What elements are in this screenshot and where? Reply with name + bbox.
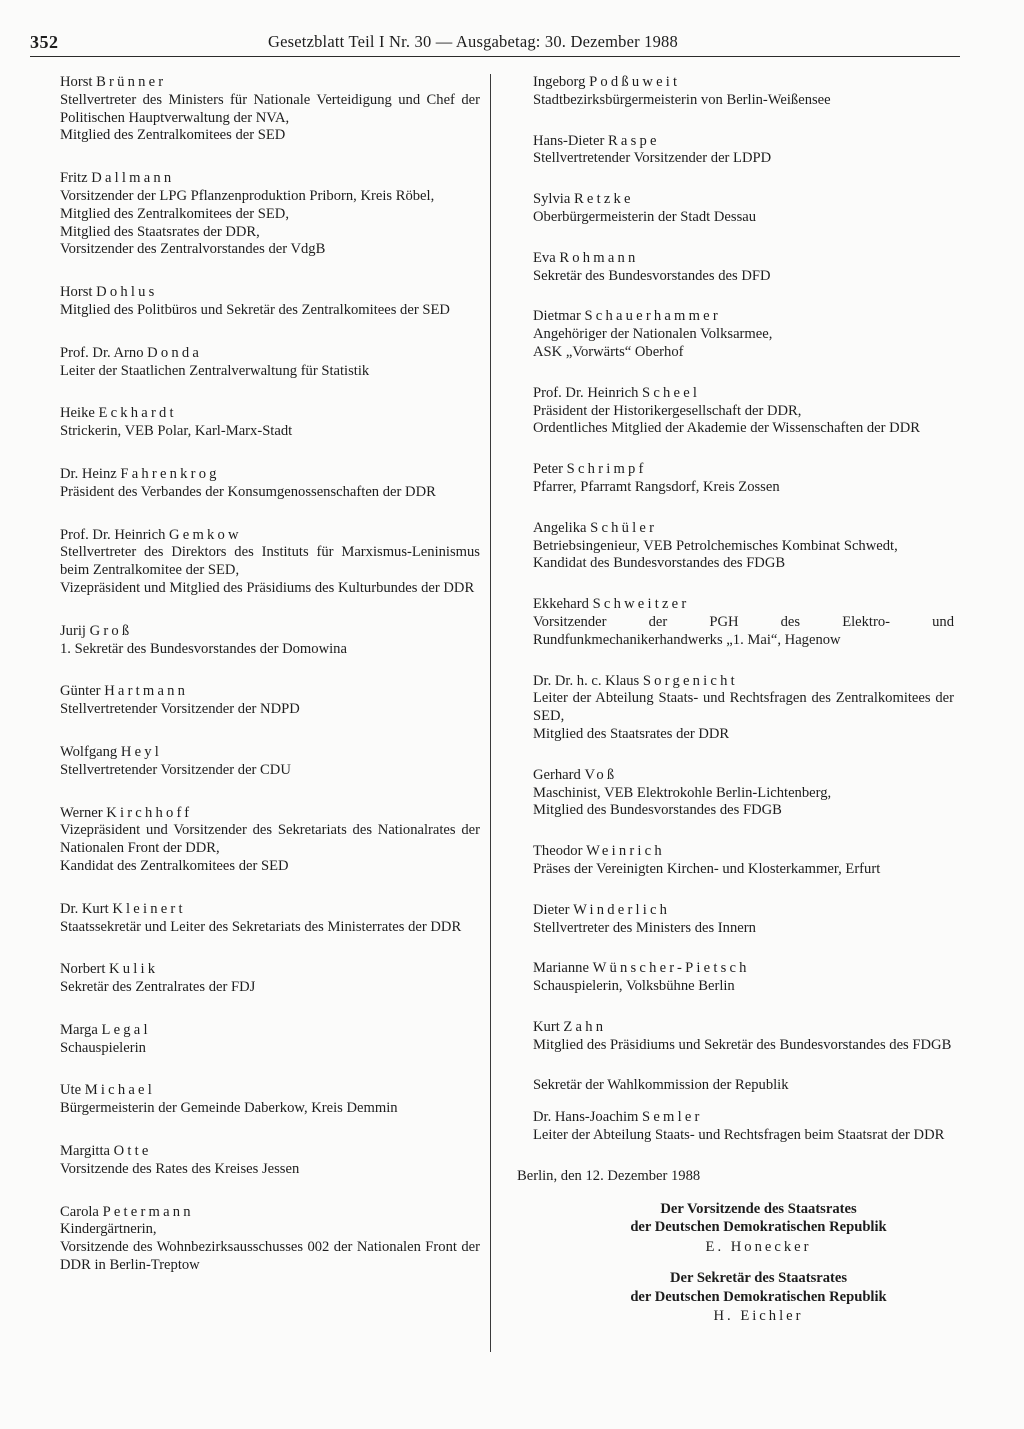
person-name — [60, 170, 480, 188]
name-prefix: Gerhard — [533, 766, 581, 783]
surname: Sorgenicht — [642, 672, 738, 689]
person-role: Stellvertretender Vorsitzender der NDPD — [60, 701, 300, 718]
person-name — [60, 345, 480, 363]
member-entry — [533, 308, 954, 361]
person-role: Präsident der Historikergesellschaft der DDR, — [533, 402, 802, 419]
surname: Michael — [84, 1082, 155, 1099]
signature-title: der Deutschen Demokratischen Republik — [630, 1288, 887, 1305]
person-role: Mitglied des Zentralkomitees der SED — [60, 127, 286, 144]
person-name — [60, 1022, 480, 1040]
person-role: Leiter der Staatlichen Zentralverwaltung für Statistik — [60, 362, 370, 379]
signatory-name: E. Honecker — [705, 1238, 812, 1255]
person-name — [533, 673, 954, 691]
surname: Podßuweit — [589, 74, 681, 90]
column-divider — [490, 74, 491, 1352]
right-column-entries — [533, 74, 954, 1054]
person-role: Mitglied des Präsidiums und Sekretär des Bundesvorstandes des FDGB — [533, 1036, 952, 1053]
surname: Kirchhoff — [106, 804, 193, 821]
surname: Schüler — [590, 519, 658, 536]
person-name — [533, 74, 954, 92]
member-entry — [533, 74, 954, 110]
surname: Dallmann — [91, 170, 175, 187]
name-prefix: Marga — [60, 1021, 98, 1038]
person-role: Pfarrer, Pfarramt Rangsdorf, Kreis Zossen — [533, 478, 780, 495]
member-entry — [60, 1022, 480, 1058]
person-name — [60, 1082, 480, 1100]
name-prefix: Angelika — [533, 519, 587, 536]
person-name — [533, 767, 954, 785]
member-entry — [60, 527, 480, 598]
member-entry — [60, 466, 480, 502]
person-name — [60, 405, 480, 423]
surname: Schauerhammer — [584, 308, 721, 325]
person-role: Kandidat des Zentralkomitees der SED — [60, 857, 289, 874]
person-role: Oberbürgermeisterin der Stadt Dessau — [533, 208, 757, 225]
member-entry — [533, 385, 954, 438]
person-name — [533, 385, 954, 403]
page-header — [30, 30, 960, 57]
name-prefix: Prof. Dr. Heinrich — [533, 384, 639, 401]
person-role: Ordentliches Mitglied der Akademie der Wissenschaften der DDR — [533, 420, 920, 437]
surname: Fahrenkrog — [120, 465, 220, 482]
name-prefix: Horst — [60, 74, 93, 90]
person-role: Vorsitzender der LPG Pflanzenproduktion Priborn, Kreis Röbel, — [60, 187, 435, 204]
person-role: Stellvertreter des Direktors des Instituts für Marxismus-Leninismus beim Zentralkomitee der SED, — [60, 544, 480, 579]
person-role: Mitglied des Bundesvorstandes des FDGB — [533, 802, 782, 819]
person-name — [533, 960, 954, 978]
surname: Schweitzer — [592, 596, 690, 613]
surname: Voß — [584, 766, 618, 783]
person-name — [60, 623, 480, 641]
person-name — [533, 308, 954, 326]
person-role: Mitglied des Staatsrates der DDR — [533, 725, 730, 742]
surname: Winderlich — [573, 901, 671, 918]
person-name — [60, 744, 480, 762]
name-prefix: Dr. Dr. h. c. Klaus — [533, 672, 640, 689]
member-entry — [60, 74, 480, 145]
surname: Otte — [113, 1143, 152, 1160]
name-prefix: Dr. Kurt — [60, 900, 109, 917]
name-prefix: Dr. Heinz — [60, 465, 117, 482]
name-prefix: Norbert — [60, 961, 106, 978]
person-role: Bürgermeisterin der Gemeinde Daberkow, Kreis Demmin — [60, 1100, 398, 1117]
signature-block — [563, 1269, 954, 1326]
member-entry — [533, 596, 954, 649]
publication-title: Gesetzblatt Teil I Nr. 30 — Ausgabetag: 30. Dezember 1988 — [268, 32, 678, 51]
name-prefix: Marianne — [533, 960, 589, 977]
member-entry — [60, 345, 480, 381]
surname: Groß — [89, 622, 133, 639]
person-role: Vorsitzende des Rates des Kreises Jessen — [60, 1160, 300, 1177]
surname: Semler — [642, 1109, 703, 1126]
member-entry — [533, 673, 954, 744]
person-role: Maschinist, VEB Elektrokohle Berlin-Lichtenberg, — [533, 784, 832, 801]
member-entry — [533, 461, 954, 497]
person-role: Präses der Vereinigten Kirchen- und Klosterkammer, Erfurt — [533, 860, 881, 877]
member-entry — [533, 902, 954, 938]
person-role: Vorsitzender des Zentralvorstandes der VdgB — [60, 241, 326, 258]
member-entry — [533, 133, 954, 169]
member-entry — [60, 805, 480, 876]
surname: Scheel — [642, 384, 701, 401]
name-prefix: Dr. Hans-Joachim — [533, 1109, 639, 1126]
secretary-heading: Sekretär der Wahlkommission der Republik — [533, 1077, 789, 1094]
person-role: Stellvertreter des Ministers des Innern — [533, 919, 756, 936]
surname: Brünner — [96, 74, 167, 90]
name-prefix: Hans-Dieter — [533, 132, 605, 149]
name-prefix: Ingeborg — [533, 74, 586, 90]
member-entry — [533, 843, 954, 879]
surname: Donda — [147, 344, 203, 361]
person-name — [533, 843, 954, 861]
person-role: Leiter der Abteilung Staats- und Rechtsfragen beim Staatsrat der DDR — [533, 1127, 945, 1144]
surname: Gemkow — [169, 526, 242, 543]
name-prefix: Dietmar — [533, 308, 581, 325]
member-entry — [60, 1082, 480, 1118]
person-name — [533, 1019, 954, 1037]
person-name — [60, 961, 480, 979]
page-number: 352 — [30, 32, 59, 52]
person-name — [533, 596, 954, 614]
person-name — [533, 191, 954, 209]
person-name — [60, 805, 480, 823]
name-prefix: Fritz — [60, 170, 88, 187]
person-name — [60, 466, 480, 484]
person-role: Sekretär des Zentralrates der FDJ — [60, 979, 256, 996]
signature-title: der Deutschen Demokratischen Republik — [630, 1219, 887, 1236]
name-prefix: Kurt — [533, 1018, 560, 1035]
secretary-entry — [533, 1109, 954, 1145]
person-role: Stellvertreter des Ministers für Nationale Verteidigung und Chef der Politischen Hauptverwaltung der NVA, — [60, 91, 480, 126]
person-name — [60, 284, 480, 302]
name-prefix: Sylvia — [533, 191, 571, 208]
surname: Legal — [101, 1021, 151, 1038]
member-entry — [60, 284, 480, 320]
name-prefix: Ute — [60, 1082, 82, 1099]
person-role: Vizepräsident und Vorsitzender des Sekretariats des Nationalrates der Nationalen Front der DDR, — [60, 822, 480, 857]
person-name — [533, 520, 954, 538]
person-role: Präsident des Verbandes der Konsumgenossenschaften der DDR — [60, 483, 436, 500]
name-prefix: Wolfgang — [60, 743, 118, 760]
member-entry — [60, 744, 480, 780]
person-name — [60, 901, 480, 919]
signature-title: Der Sekretär des Staatsrates — [669, 1270, 848, 1287]
surname: Kleinert — [112, 900, 186, 917]
surname: Kulik — [109, 961, 159, 978]
surname: Retzke — [573, 191, 634, 208]
member-entry — [60, 683, 480, 719]
name-prefix: Theodor — [533, 843, 583, 860]
member-entry — [60, 1143, 480, 1179]
member-entry — [60, 623, 480, 659]
person-role: Leiter der Abteilung Staats- und Rechtsfragen des Zentralkomitees der SED, — [533, 690, 954, 725]
person-role: Strickerin, VEB Polar, Karl-Marx-Stadt — [60, 423, 293, 440]
member-entry — [60, 405, 480, 441]
name-prefix: Dieter — [533, 901, 570, 918]
name-prefix: Prof. Dr. Heinrich — [60, 526, 166, 543]
name-prefix: Margitta — [60, 1143, 110, 1160]
person-role: Vizepräsident und Mitglied des Präsidiums des Kulturbundes der DDR — [60, 579, 475, 596]
person-role: Kindergärtnerin, — [60, 1221, 157, 1238]
person-role: Stadtbezirksbürgermeisterin von Berlin-Weißensee — [533, 91, 831, 108]
person-name — [60, 1143, 480, 1161]
surname: Schrimpf — [566, 461, 647, 478]
person-role: Schauspielerin, Volksbühne Berlin — [533, 978, 735, 995]
person-role: Mitglied des Zentralkomitees der SED, — [60, 205, 289, 222]
member-entry — [533, 250, 954, 286]
name-prefix: Günter — [60, 683, 101, 700]
member-entry — [60, 961, 480, 997]
surname: Eckhardt — [98, 405, 177, 422]
name-prefix: Carola — [60, 1203, 99, 1220]
member-entry — [533, 1019, 954, 1055]
surname: Wünscher-Pietsch — [592, 960, 750, 977]
name-prefix: Horst — [60, 284, 93, 301]
name-prefix: Heike — [60, 405, 95, 422]
person-role: Mitglied des Politbüros und Sekretär des Zentralkomitees der SED — [60, 301, 450, 318]
person-role: ASK „Vorwärts“ Oberhof — [533, 343, 684, 360]
signature-title: Der Vorsitzende des Staatsrates — [660, 1200, 857, 1217]
person-role: Schauspielerin — [60, 1039, 146, 1056]
member-entry — [60, 1204, 480, 1275]
person-role: Staatssekretär und Leiter des Sekretariats des Ministerrates der DDR — [60, 918, 462, 935]
member-entry — [60, 901, 480, 937]
name-prefix: Jurij — [60, 622, 86, 639]
person-name — [533, 902, 954, 920]
member-entry — [533, 520, 954, 573]
member-entry — [533, 191, 954, 227]
surname: Weinrich — [586, 843, 665, 860]
surname: Raspe — [607, 132, 660, 149]
person-name — [60, 527, 480, 545]
person-role: Stellvertretender Vorsitzender der CDU — [60, 761, 291, 778]
left-column — [60, 74, 480, 1300]
surname: Petermann — [102, 1203, 194, 1220]
person-name — [60, 74, 480, 92]
person-role: Sekretär des Bundesvorstandes des DFD — [533, 267, 771, 284]
right-column — [517, 74, 954, 1326]
person-role: Mitglied des Staatsrates der DDR, — [60, 223, 260, 240]
name-prefix: Eva — [533, 249, 556, 266]
signature-block — [563, 1200, 954, 1257]
surname: Hartmann — [104, 683, 189, 700]
person-role: Angehöriger der Nationalen Volksarmee, — [533, 326, 773, 343]
person-name — [533, 1109, 954, 1127]
person-name — [533, 461, 954, 479]
name-prefix: Werner — [60, 804, 103, 821]
signatory-name: H. Eichler — [713, 1308, 804, 1325]
person-role: Stellvertretender Vorsitzender der LDPD — [533, 150, 772, 167]
person-role: Betriebsingenieur, VEB Petrolchemisches Kombinat Schwedt, — [533, 537, 898, 554]
surname: Rohmann — [559, 249, 639, 266]
place-date: Berlin, den 12. Dezember 1988 — [517, 1167, 701, 1184]
person-name — [60, 683, 480, 701]
surname: Zahn — [563, 1018, 607, 1035]
person-role: Vorsitzende des Wohnbezirksausschusses 002 der Nationalen Front der DDR in Berlin-Treptow — [60, 1239, 480, 1274]
person-name — [533, 250, 954, 268]
member-entry — [533, 960, 954, 996]
person-name — [533, 133, 954, 151]
surname: Heyl — [120, 743, 163, 760]
person-name — [60, 1204, 480, 1222]
person-role: Kandidat des Bundesvorstandes des FDGB — [533, 555, 786, 572]
member-entry — [533, 767, 954, 820]
surname: Dohlus — [96, 284, 158, 301]
person-role: 1. Sekretär des Bundesvorstandes der Domowina — [60, 640, 347, 657]
name-prefix: Ekkehard — [533, 596, 589, 613]
name-prefix: Peter — [533, 461, 563, 478]
member-entry — [60, 170, 480, 259]
name-prefix: Prof. Dr. Arno — [60, 344, 144, 361]
person-role: Vorsitzender der PGH des Elektro- und Rundfunkmechanikerhandwerks „1. Mai“, Hagenow — [533, 613, 954, 648]
